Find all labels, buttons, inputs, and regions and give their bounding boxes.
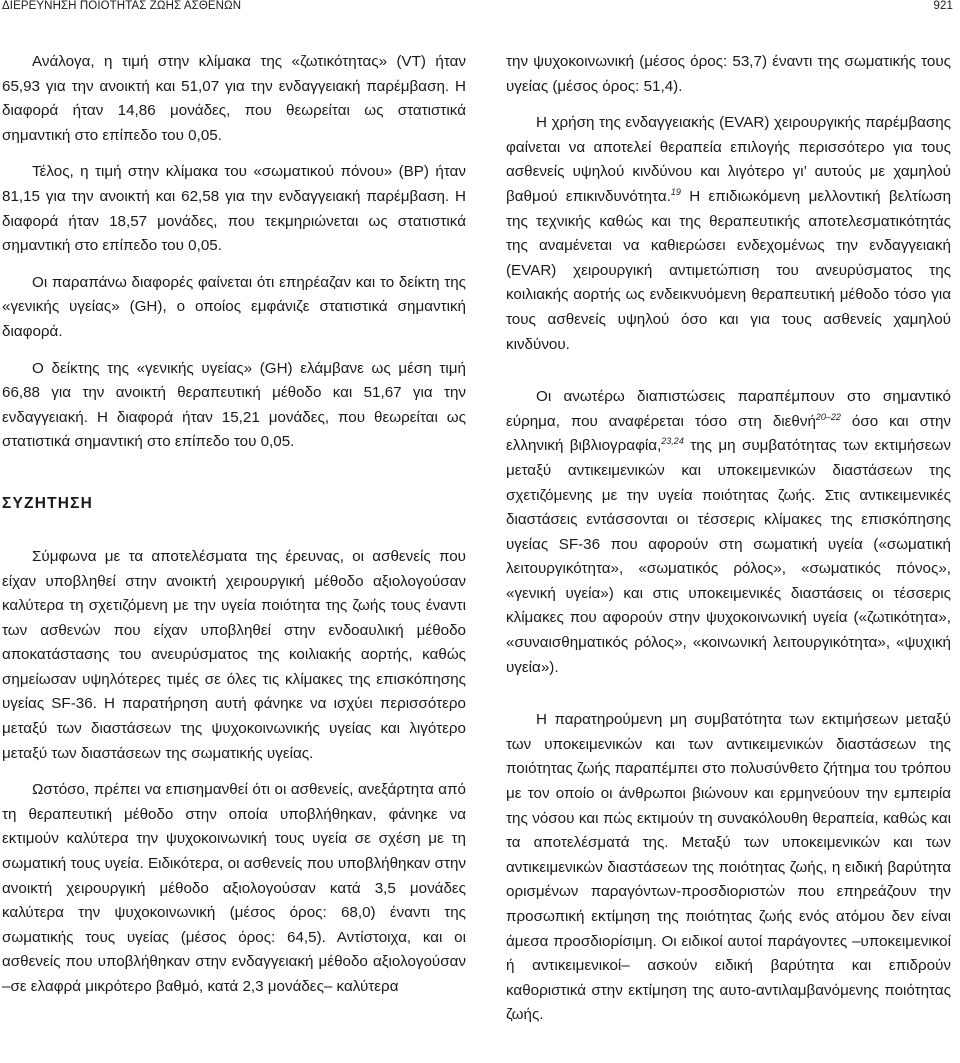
reference-19: 19 <box>670 186 681 197</box>
page-header <box>2 0 953 16</box>
results-paragraph-general-health-intro: Οι παραπάνω διαφορές φαίνεται ότι επηρέαζαν και το δείκτη της «γενικής υγείας» (GH), ο οποίος εμφάνιζε στατιστικά σημαντική διαφορά. <box>2 273 466 340</box>
results-paragraph-bodily-pain: Τέλος, η τιμή στην κλίμακα του «σωματικού πόνου» (BP) ήταν 81,15 για την ανοικτή και 62,58 για την ενδαγγειακή παρέμβαση. Η διαφορά ήταν 18,57 μονάδες, που τεκμηριώνεται ως στατιστικά σημαντική στο επίπεδο του 0,05. <box>2 163 466 255</box>
evar-text-a: Η χρήση της ενδαγγειακής (EVAR) χειρουργικής παρέμβασης φαίνεται να αποτελεί θεραπεία επιλογής περισσότερο για τους ασθενείς υψηλού κινδύνου και λιγότερο γι’ αυτούς με χαμηλού βαθμού επικινδυνότητα. <box>506 114 951 205</box>
reference-23-24: 23,24 <box>661 436 684 447</box>
evar-paragraph <box>506 111 951 357</box>
findings-text-b: όσο και στην ελληνική βιβλιογραφία, <box>506 412 951 455</box>
discussion-paragraph-1: Σύμφωνα με τα αποτελέσματα της έρευνας, οι ασθενείς που είχαν υποβληθεί στην ανοικτή χειρουργική μέθοδο αξιολογούσαν καλύτερα τη σχετιζόμενη με την υγεία ποιότητα της ζωής τους έναντι των ασθενών που είχαν υποβληθεί στην ενδοαυλική μέθοδο αποκατάστασης του ανευρύσματος της κοιλιακής αορτής, καθώς σημείωσαν υψηλότερες τιμές σε όλες τις κλίμακες της επισκόπησης υγείας SF-36. Η παρατήρηση αυτή φάνηκε να ισχύει περισσότερο μεταξύ των διαστάσεων της ψυχοκοινωνικής υγείας και λιγότερο μεταξύ των διαστάσεων της σωματικής υγείας. <box>2 547 466 762</box>
discussion-paragraph-2: Ωστόσο, πρέπει να επισημανθεί ότι οι ασθενείς, ανεξάρτητα από τη θεραπευτική μέθοδο στην οποία υποβλήθηκαν, φάνηκε να εκτιμούν καλύτερα την ψυχοκοινωνική τους υγεία σε σχέση με τη σωματική τους υγεία. Ειδικότερα, οι ασθενείς που υποβλήθηκαν στην ανοικτή χειρουργική μέθοδο αξιολογούσαν κατά 3,5 μονάδες καλύτερα την ψυχοκοινωνική (μέσος όρος: 68,0) έναντι της σωματικής τους υγείας (μέσος όρος: 64,5). Αντίστοιχα, και οι ασθενείς που υποβλήθηκαν στην ενδαγγειακή μέθοδο αξιολογούσαν –σε ελαφρά μικρότερο βαθμό, κατά 2,3 μονάδες– καλύτερα <box>2 781 466 995</box>
findings-text-c: της μη συμβατότητας των εκτιμήσεων μεταξύ αντικειμενικών και υποκειμενικών διαστάσεων της σχετιζόμενης με την υγεία ποιότητας ζωής. Στις αντικειμενικές διαστάσεις εντάσσονται οι τέσσερις κλίμακες της επισκόπησης υγείας SF-36 που αφορούν στη σωματική υγεία («σωματική λειτουργικότητα», «σωματικός ρόλος», «σωματικός πόνος», «γενική υγεία») και στις υποκειμενικές διαστάσεις οι τέσσερις κλίμακες που αφορούν στην ψυχοκοινωνική υγεία («ζωτικότητα», «συναισθηματικός ρόλος», «κοινωνική λειτουργικότητα», «ψυχική υγεία»). <box>506 437 951 676</box>
incompatibility-paragraph: Η παρατηρούμενη μη συμβατότητα των εκτιμήσεων μεταξύ των υποκειμενικών και των αντικειμενικών διαστάσεων της ποιότητας ζωής παραπέμπει στο πολυσύνθετο ζήτημα του τρόπου με τον οποίο οι άνθρωποι βιώνουν και ερμηνεύουν την εμπειρία της νόσου και πώς εκτιμούν τη συνακόλουθη θεραπεία, καθώς και τα αποτελέσματά της. Μεταξύ των υποκειμενικών και των αντικειμενικών διαστάσεων της ποιότητας ζωής, η ειδική βαρύτητα ορισμένων παραγόντων-προσδιοριστών που επηρεάζουν την προσωπική εκτίμηση της ποιότητας ζωής ενός ατόμου δεν είναι άμεσα προσδιορίσιμη. Οι ειδικοί αυτοί παράγοντες –υποκειμενικοί ή αντικειμενικοί– ασκούν ειδική βαρύτητα και επιδρούν καθοριστικά στην εκτίμηση της αυτο-αντιλαμβανόμενης ποιότητας ζωής. <box>506 711 951 1024</box>
page-number: 921 <box>933 0 953 12</box>
left-column <box>2 50 466 1000</box>
results-paragraph-vitality: Ανάλογα, η τιμή στην κλίμακα της «ζωτικότητας» (VT) ήταν 65,93 για την ανοικτή και 51,07 για την ενδαγγειακή παρέμβαση. Η διαφορά ήταν 14,86 μονάδες, που θεωρείται ως στατιστικά σημαντική στο επίπεδο του 0,05. <box>2 53 466 144</box>
findings-text-a: Οι ανωτέρω διαπιστώσεις παραπέμπουν στο σημαντικό εύρημα, που αναφέρεται τόσο στη διεθνή <box>506 388 951 430</box>
section-heading-discussion: ΣΥΖΗΤΗΣΗ <box>2 494 94 512</box>
continuation-paragraph: την ψυχοκοινωνική (μέσος όρος: 53,7) έναντι της σωματικής τους υγείας (μέσος όρος: 51,4). <box>506 53 951 95</box>
results-paragraph-general-health: Ο δείκτης της «γενικής υγείας» (GH) ελάμβανε ως μέση τιμή 66,88 για την ανοικτή θεραπευτική μέθοδο και 51,67 για την ενδαγγειακή. Η διαφορά ήταν 15,21 μονάδες, που θεωρείται ως στατιστικά σημαντική στο επίπεδο του 0,05. <box>2 359 466 451</box>
reference-20-22: 20–22 <box>815 411 841 422</box>
right-column <box>506 50 951 1028</box>
running-head: ΔΙΕΡΕΥΝΗΣΗ ΠΟΙΟΤΗΤΑΣ ΖΩΗΣ ΑΣΘΕΝΩΝ <box>2 0 242 12</box>
findings-paragraph <box>506 385 951 680</box>
evar-text-b: Η επιδιωκόμενη μελλοντική βελτίωση της τεχνικής καθώς και της θεραπευτικής αποτελεσματικότητάς της αναμένεται να καθιερώσει ενδεχομένως την ενδαγγειακή (EVAR) χειρουργική αντιμετώπιση του ανευρύσματος της κοιλιακής αορτής ως ενδεικνυόμενη θεραπευτική μέθοδο τόσο για τους ασθενείς υψηλού όσο και για τους ασθενείς χαμηλού κινδύνου. <box>506 187 952 353</box>
